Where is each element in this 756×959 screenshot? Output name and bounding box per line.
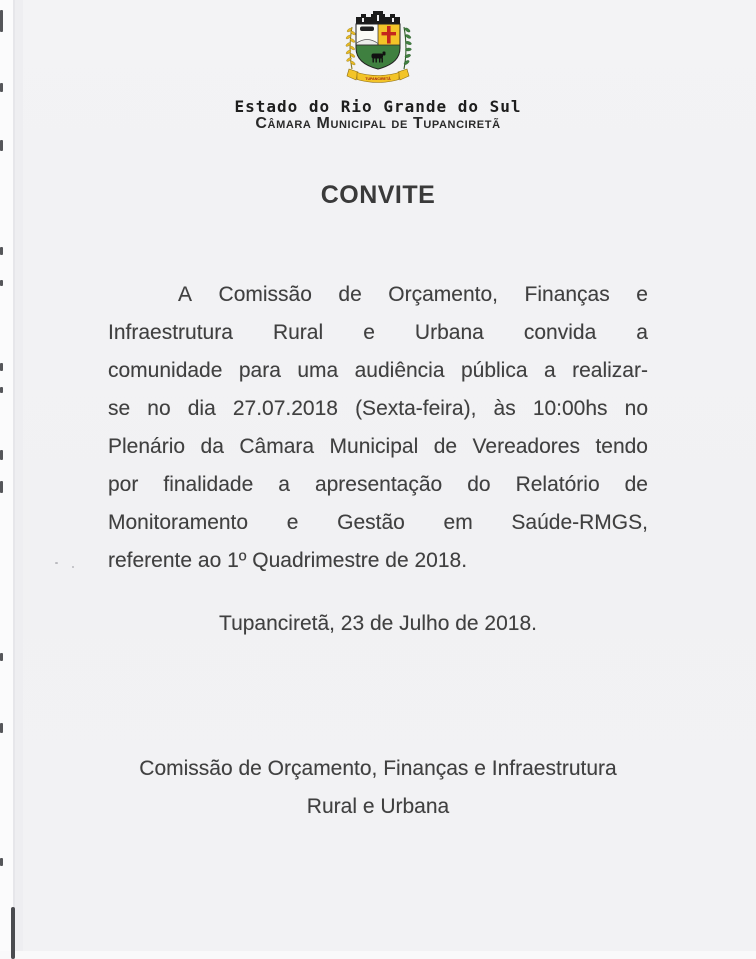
scan-artifact: [72, 566, 74, 568]
word: Vereadores: [472, 435, 580, 458]
word: Rural: [272, 321, 324, 344]
word: uma: [297, 359, 339, 382]
scan-artifact: [0, 10, 3, 32]
word: apresentação: [314, 473, 443, 496]
ribbon-banner-icon: [347, 69, 409, 83]
word: Comissão: [218, 283, 312, 306]
signature-line-2: Rural e Urbana: [306, 795, 450, 818]
word: 10:00hs: [532, 397, 608, 420]
paragraph-line: [108, 276, 648, 314]
word: Plenário: [108, 435, 186, 458]
word: Urbana: [414, 321, 484, 344]
paragraph-line: [108, 466, 648, 504]
invitation-paragraph: [108, 276, 648, 580]
word: e: [363, 321, 375, 344]
scan-artifact: [0, 481, 3, 493]
word: A: [178, 283, 193, 306]
wheat-stalk-icon: [345, 27, 356, 69]
scan-artifact: [0, 247, 3, 255]
word: dia: [187, 397, 216, 420]
word: Finanças: [524, 283, 610, 306]
word: de: [338, 283, 362, 306]
word: e: [636, 283, 648, 306]
signature-committee: [0, 750, 756, 826]
word: pública: [460, 359, 528, 382]
word: Gestão: [337, 511, 405, 534]
coat-of-arms-graphic: [328, 10, 428, 94]
word: Municipal: [329, 435, 419, 458]
word: da: [200, 435, 224, 458]
leaf-branch-icon: [403, 27, 412, 69]
chamber-name: Câmara Municipal de Tupanciretã: [255, 115, 501, 132]
paragraph-line: [108, 428, 648, 466]
word: realizar-: [572, 359, 648, 382]
paragraph-line: [108, 390, 648, 428]
word: de: [433, 435, 458, 458]
word: no: [147, 397, 171, 420]
word: e: [286, 511, 299, 534]
mural-crown-icon: [356, 11, 400, 24]
word: de: [624, 473, 648, 496]
scan-artifact: [11, 907, 15, 959]
paragraph-line: [108, 314, 648, 352]
paragraph-line: [108, 504, 648, 542]
scan-artifact: [0, 723, 3, 733]
word: Orçamento,: [388, 283, 499, 306]
word: a: [636, 321, 648, 344]
shield-icon: [356, 24, 400, 69]
date-line: Tupanciretã, 23 de Julho de 2018.: [219, 612, 537, 635]
scan-artifact: [0, 858, 3, 866]
word: em: [443, 511, 473, 534]
scan-artifact: [55, 562, 58, 564]
signature-line-1: Comissão de Orçamento, Finanças e Infraestrutura: [139, 757, 617, 780]
word: por: [108, 473, 139, 496]
word: 27.07.2018: [232, 397, 338, 420]
paragraph-line: [108, 352, 648, 390]
scan-artifact: [0, 450, 3, 460]
scan-artifact: [0, 653, 3, 661]
word: Câmara: [239, 435, 315, 458]
scan-artifact: [0, 140, 3, 151]
scroll-icon: [360, 27, 374, 32]
word: se: [108, 397, 131, 420]
word: audiência: [354, 359, 445, 382]
municipal-coat-of-arms: [328, 10, 428, 99]
word: do: [467, 473, 491, 496]
word: convida: [523, 321, 597, 344]
word: a: [543, 359, 556, 382]
scan-artifact: [0, 363, 3, 371]
word: comunidade: [108, 359, 223, 382]
word: finalidade: [163, 473, 254, 496]
scan-artifact: [0, 83, 3, 92]
scan-edge-bottom: [0, 951, 756, 959]
word: Infraestrutura: [108, 321, 233, 344]
word: Saúde-RMGS,: [511, 511, 648, 534]
paragraph-line: referente ao 1º Quadrimestre de 2018.: [108, 549, 468, 572]
scan-artifact: [0, 387, 3, 393]
ribbon-banner-text: TUPANCIRETÃ: [365, 76, 391, 81]
document-title: CONVITE: [320, 181, 436, 209]
word: (Sexta-feira),: [355, 397, 477, 420]
word: a: [278, 473, 290, 496]
word: Relatório: [515, 473, 600, 496]
word: às: [493, 397, 516, 420]
word: para: [238, 359, 281, 382]
state-name: Estado do Rio Grande do Sul: [234, 97, 522, 116]
scan-artifact: [0, 280, 3, 286]
word: Monitoramento: [108, 511, 249, 534]
word: tendo: [595, 435, 648, 458]
word: no: [624, 397, 648, 420]
